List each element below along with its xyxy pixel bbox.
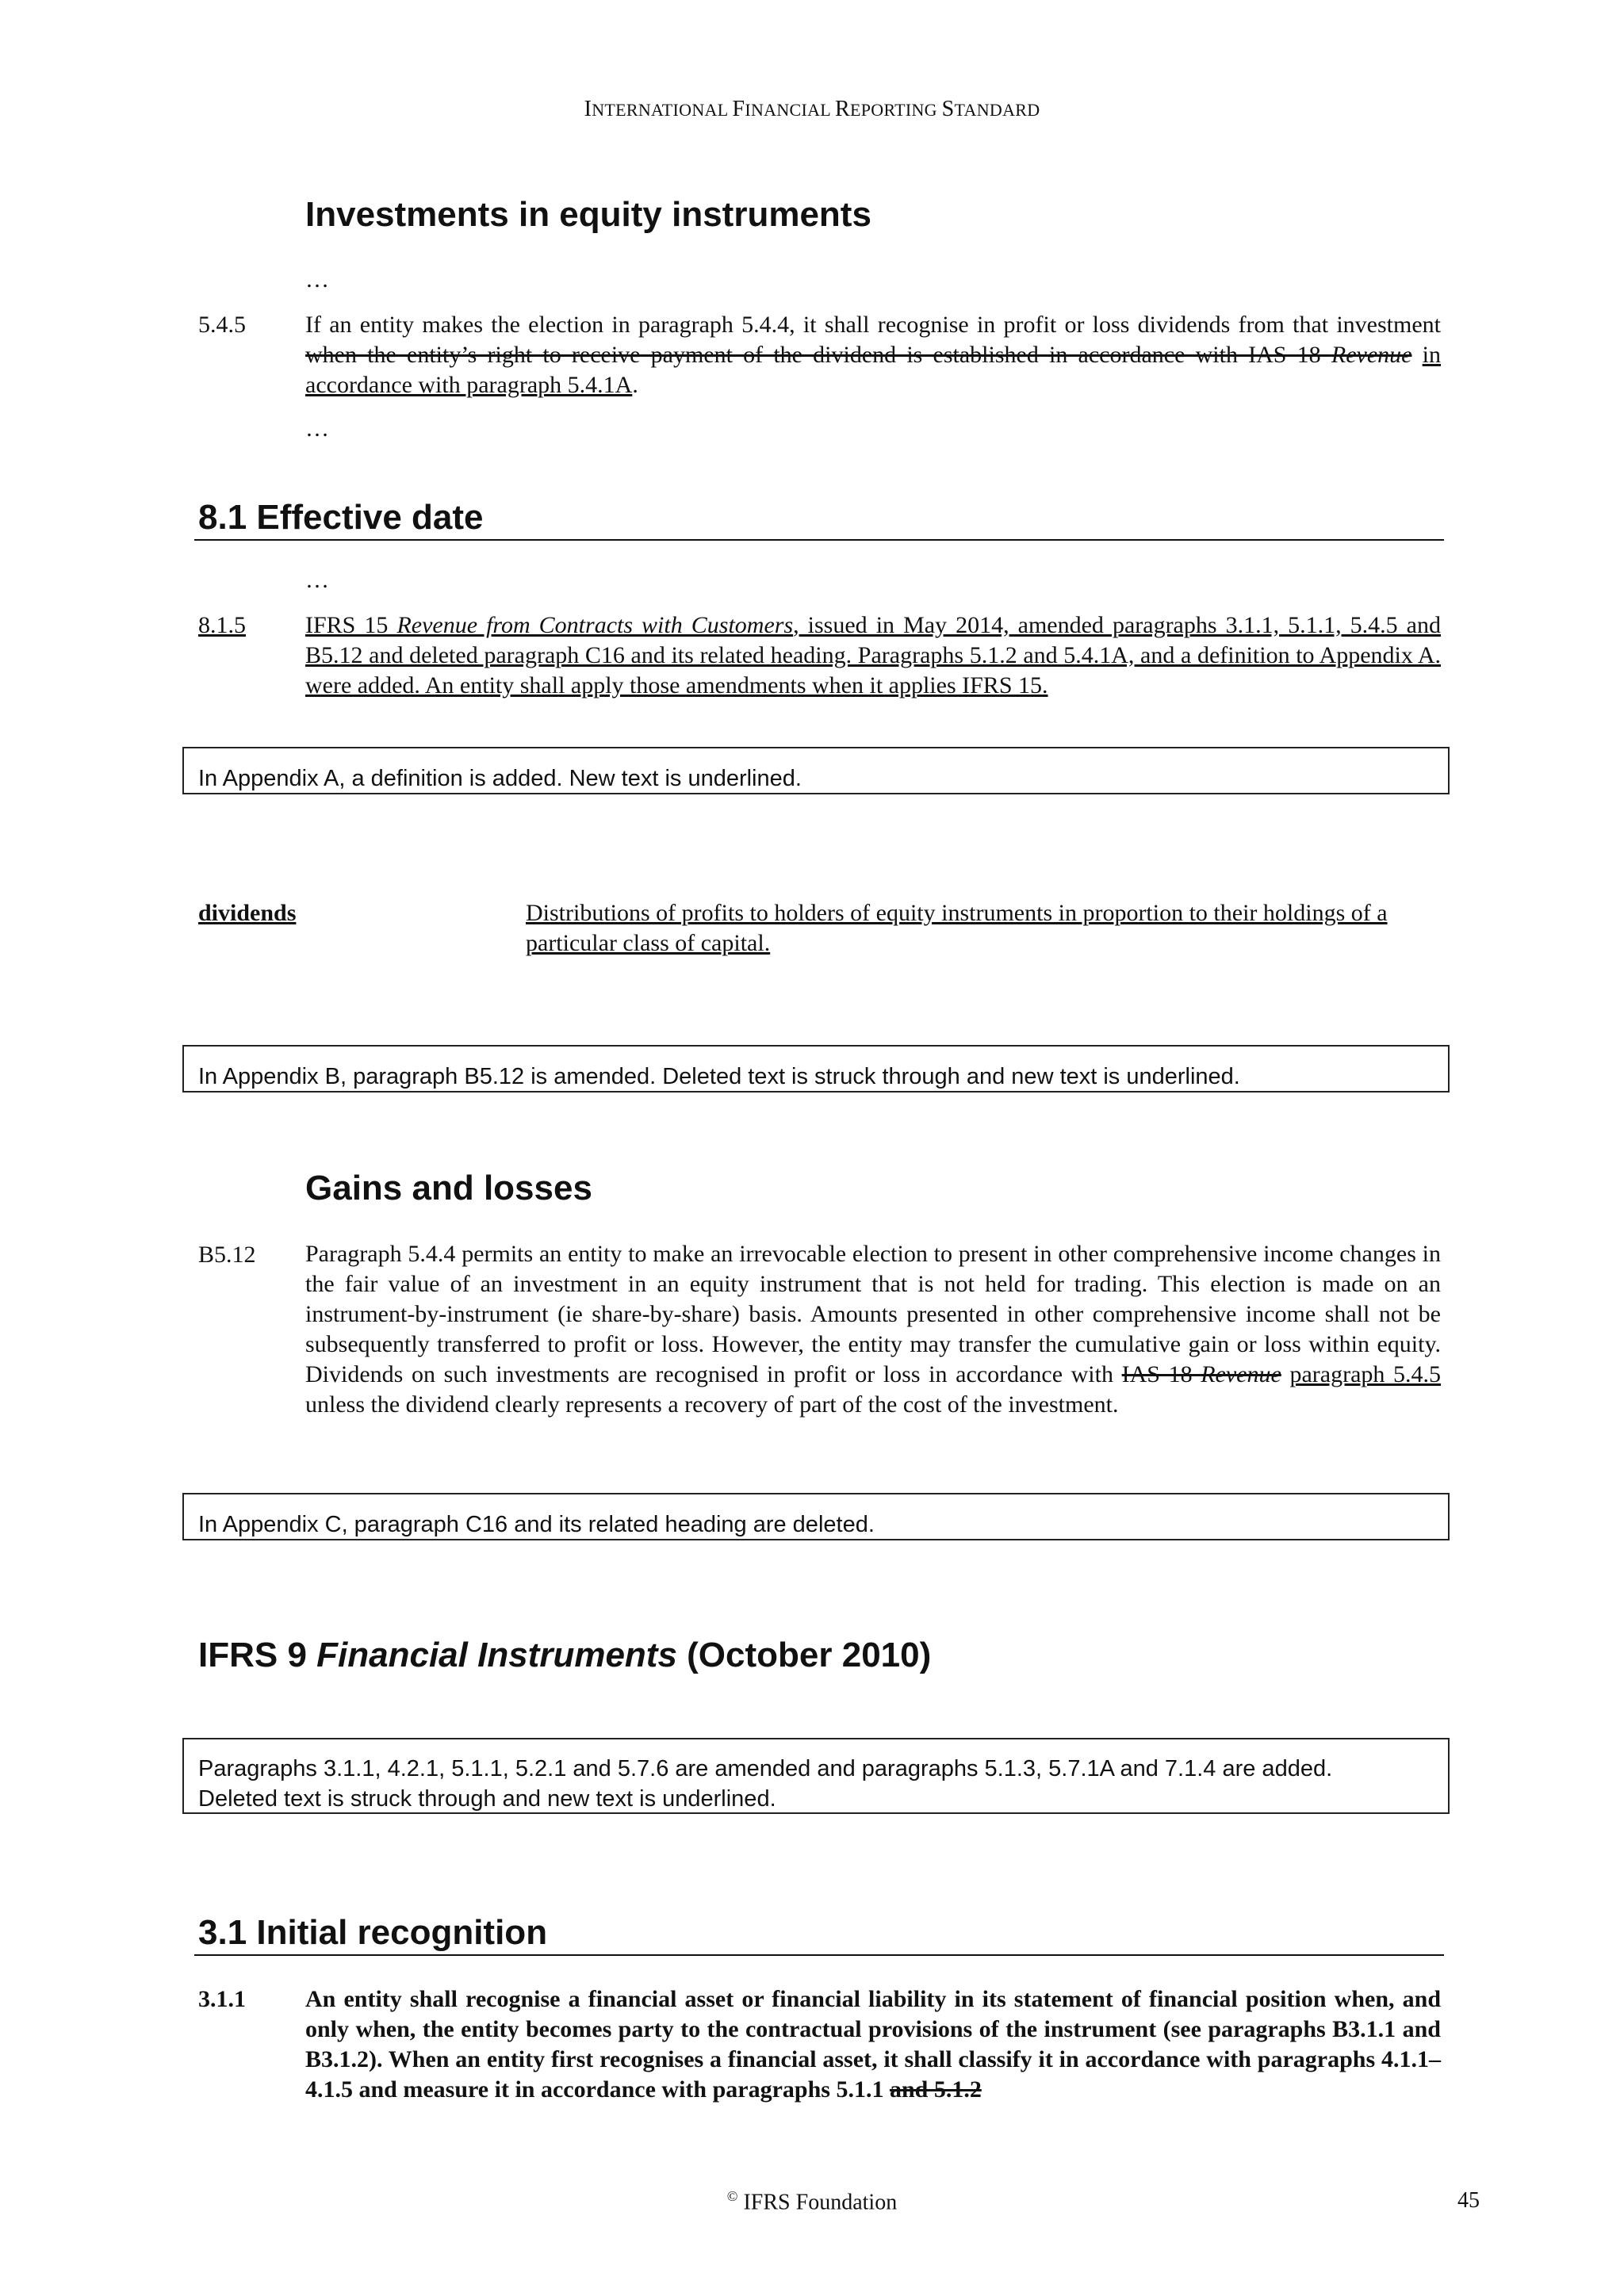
running-head-smallcaps: TANDARD (954, 100, 1040, 120)
space (1411, 342, 1422, 368)
paragraph-3-1-1 (305, 1984, 1441, 2105)
definition-text: Distributions of profits to holders of equity instruments in proportion to their holdings of a particular class of capital. (526, 900, 1388, 956)
paragraph-number: B5.12 (198, 1242, 256, 1268)
ifrs9-heading-date: (October 2010) (676, 1636, 932, 1674)
paragraph-text: IFRS 15 (305, 612, 397, 638)
paragraph-text: Paragraph 5.4.4 permits an entity to make an irrevocable election to present in other comprehensive income changes in the fair value of an investment in an equity instrument that is not held for trading. This election is made on an instrument-by-instrument (ie share-by-share) basis. Amounts presented in other comprehensive income shall not be subsequently transferred to profit or loss. However, the entity may transfer the cumulative gain or loss within equity. Dividends on such investments are recognised in profit or loss in accordance with (305, 1241, 1441, 1387)
instruction-box-ifrs9 (182, 1738, 1450, 1814)
paragraph-text: unless the dividend clearly represents a recovery of part of the cost of the investment. (305, 1391, 1119, 1418)
deleted-text-italic: Revenue (1201, 1361, 1281, 1387)
paragraph-number: 3.1.1 (198, 1986, 246, 2012)
footer-org: IFRS Foundation (737, 2190, 898, 2215)
deleted-text: when the entity’s right to receive payment of the dividend is established in accordance with IAS 18 (305, 342, 1331, 368)
paragraph-number: 5.4.5 (198, 312, 246, 338)
heading-rule (194, 1954, 1444, 1956)
ellipsis: … (305, 567, 329, 593)
section-heading-investments: Investments in equity instruments (305, 195, 871, 234)
running-head-letter: R (835, 97, 850, 121)
section-heading-effective-date: 8.1 Effective date (198, 498, 484, 537)
instruction-text: In Appendix C, paragraph C16 and its related heading are deleted. (198, 1512, 875, 1537)
ifrs9-heading-title: Financial Instruments (316, 1636, 677, 1674)
copyright-symbol: © (726, 2188, 738, 2204)
instruction-box-appendix-c (182, 1493, 1450, 1540)
paragraph-5-4-5 (305, 310, 1441, 400)
running-head-smallcaps: EPORTING (850, 100, 942, 120)
deleted-text: and 5.1.2 (889, 2076, 982, 2103)
deleted-text-italic: Revenue (1331, 342, 1412, 368)
inserted-text: paragraph 5.4.5 (1289, 1361, 1442, 1387)
footer-copyright (0, 2188, 1624, 2215)
paragraph-text: If an entity makes the election in paragraph 5.4.4, it shall recognise in profit or loss dividends from that investment (305, 312, 1441, 338)
standard-title: Revenue from Contracts with Customers (396, 612, 794, 638)
running-head-letter: I (584, 97, 592, 121)
running-head-smallcaps: NTERNATIONAL (592, 100, 733, 120)
instruction-text: In Appendix B, paragraph B5.12 is amended. Deleted text is struck through and new text is underlined. (198, 1064, 1240, 1089)
ellipsis: … (305, 415, 329, 442)
instruction-text: Deleted text is struck through and new text is underlined. (198, 1786, 776, 1812)
ifrs9-heading (198, 1636, 931, 1675)
paragraph-number: 8.1.5 (198, 612, 246, 638)
deleted-text: IAS 18 (1121, 1361, 1201, 1387)
ifrs9-heading-text: IFRS 9 (198, 1636, 317, 1674)
paragraph-text: , issued in May 2014, amended paragraphs 3.1.1, 5.1.1, 5.4.5 and B5.12 and deleted paragraph C16 and its related heading. Paragraphs 5.1.2 and 5.4.1A, and a definition to Appendix A. were added. An entity shall apply those amendments when it applies IFRS 15. (305, 612, 1441, 698)
instruction-text: In Appendix A, a definition is added. New text is underlined. (198, 766, 802, 791)
paragraph-text: An entity shall recognise a financial asset or financial liability in its statement of financial position when, and only when, the entity becomes party to the contractual provisions of the instrument (see paragraphs B3.1.1 and B3.1.2). When an entity first recognises a financial asset, it shall classify it in accordance with paragraphs 4.1.1–4.1.5 and measure it in accordance with paragraphs 5.1.1 (305, 1986, 1441, 2103)
running-head-smallcaps: INANCIAL (745, 100, 836, 120)
instruction-box-appendix-a (182, 747, 1450, 794)
definition-term: dividends (198, 900, 297, 926)
paragraph-text: . (632, 372, 638, 398)
paragraph-b5-12 (305, 1239, 1441, 1420)
running-head (0, 97, 1624, 122)
ellipsis: … (305, 266, 329, 293)
paragraph-8-1-5 (305, 610, 1441, 701)
instruction-text: Paragraphs 3.1.1, 4.2.1, 5.1.1, 5.2.1 and 5.7.6 are amended and paragraphs 5.1.3, 5.7.1A and 7.1.4 are added. (198, 1756, 1333, 1781)
section-heading-gains-losses: Gains and losses (305, 1169, 592, 1207)
inserted-text: in accordance with paragraph 5.4.1A (305, 342, 1441, 398)
space (1281, 1361, 1290, 1387)
page-number: 45 (1457, 2188, 1480, 2213)
instruction-box-appendix-b (182, 1045, 1450, 1093)
section-heading-initial-recognition: 3.1 Initial recognition (198, 1913, 548, 1952)
running-head-letter: S (941, 97, 955, 121)
running-head-letter: F (732, 97, 745, 121)
heading-rule (194, 539, 1444, 541)
